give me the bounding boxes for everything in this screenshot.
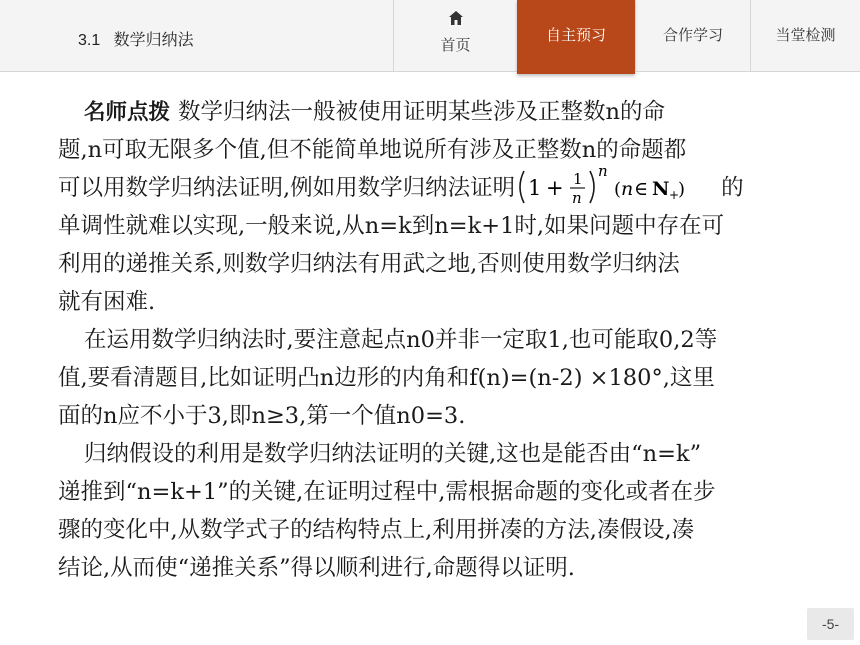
- tab-cooperative-learning-label: 合作学习: [662, 27, 723, 44]
- tab-in-class-check[interactable]: [750, 0, 860, 72]
- slide-content: [58, 93, 798, 587]
- paragraph-1-text-1: 数学归纳法一般被使用证明某些涉及正整数n的命: [178, 99, 666, 125]
- formula-graphic: [515, 167, 721, 207]
- tab-self-preview[interactable]: [517, 0, 635, 74]
- svg-text:(: (: [614, 179, 622, 200]
- paragraph-2-line-2: 值,要看清题目,比如证明凸n边形的内角和f(n)=(n-2) ×180°,这里: [58, 365, 715, 391]
- paragraph-3-line-4: 结论,从而使“递推关系”得以顺利进行,命题得以证明.: [58, 555, 575, 581]
- tab-self-preview-label: 自主预习: [545, 27, 606, 44]
- paragraph-1-text-3b: 的: [721, 175, 744, 201]
- svg-text:n: n: [572, 189, 582, 207]
- paragraph-1-text-3a: 可以用数学归纳法证明,例如用数学归纳法证明: [58, 175, 516, 201]
- paragraph-2-line-3: 面的n应不小于3,即n≥3,第一个值n0=3.: [58, 403, 466, 429]
- nav-home-label: 首页: [440, 37, 471, 54]
- formula-one-plus-one-over-n-power-n: [515, 167, 721, 207]
- paragraph-3-line-1: 归纳假设的利用是数学归纳法证明的关键,这也是能否由“n=k”: [84, 441, 702, 467]
- paragraph-1-line-6: 就有困难.: [58, 289, 156, 315]
- paragraph-1-line-5: 利用的递推关系,则数学归纳法有用武之地,否则使用数学归纳法: [58, 251, 680, 277]
- paragraph-1-line-2: 题,n可取无限多个值,但不能简单地说所有涉及正整数n的命题都: [58, 137, 687, 163]
- svg-text:∈: ∈: [634, 178, 649, 200]
- paragraph-2-line-1: 在运用数学归纳法时,要注意起点n0并非一定取1,也可能取0,2等: [84, 327, 718, 353]
- paragraph-1-line-3: [58, 169, 798, 207]
- section-title: 3.1 数学归纳法: [78, 32, 194, 49]
- svg-text:+: +: [669, 188, 680, 202]
- svg-text:+: +: [546, 176, 564, 200]
- paragraph-1-line-1: [58, 93, 798, 131]
- svg-text:n: n: [598, 167, 608, 180]
- nav-home-button[interactable]: [393, 0, 517, 72]
- paragraph-1-line-4: 单调性就难以实现,一般来说,从n=k到n=k+1时,如果问题中存在可: [58, 213, 725, 239]
- svg-text:1: 1: [573, 170, 583, 188]
- top-navigation-bar: [0, 0, 860, 72]
- svg-text:): ): [678, 179, 686, 200]
- svg-text:1: 1: [528, 176, 542, 200]
- svg-text:N: N: [652, 178, 670, 200]
- home-icon: [448, 10, 464, 26]
- page-number-badge: -5-: [807, 608, 854, 640]
- paragraph-3-line-3: 骤的变化中,从数学式子的结构特点上,利用拼凑的方法,凑假设,凑: [58, 517, 695, 543]
- tab-cooperative-learning[interactable]: [635, 0, 750, 72]
- svg-text:n: n: [621, 178, 634, 200]
- tab-in-class-check-label: 当堂检测: [775, 27, 836, 44]
- tip-heading: 名师点拨: [84, 100, 171, 125]
- paragraph-3-line-2: 递推到“n=k+1”的关键,在证明过程中,需根据命题的变化或者在步: [58, 479, 716, 505]
